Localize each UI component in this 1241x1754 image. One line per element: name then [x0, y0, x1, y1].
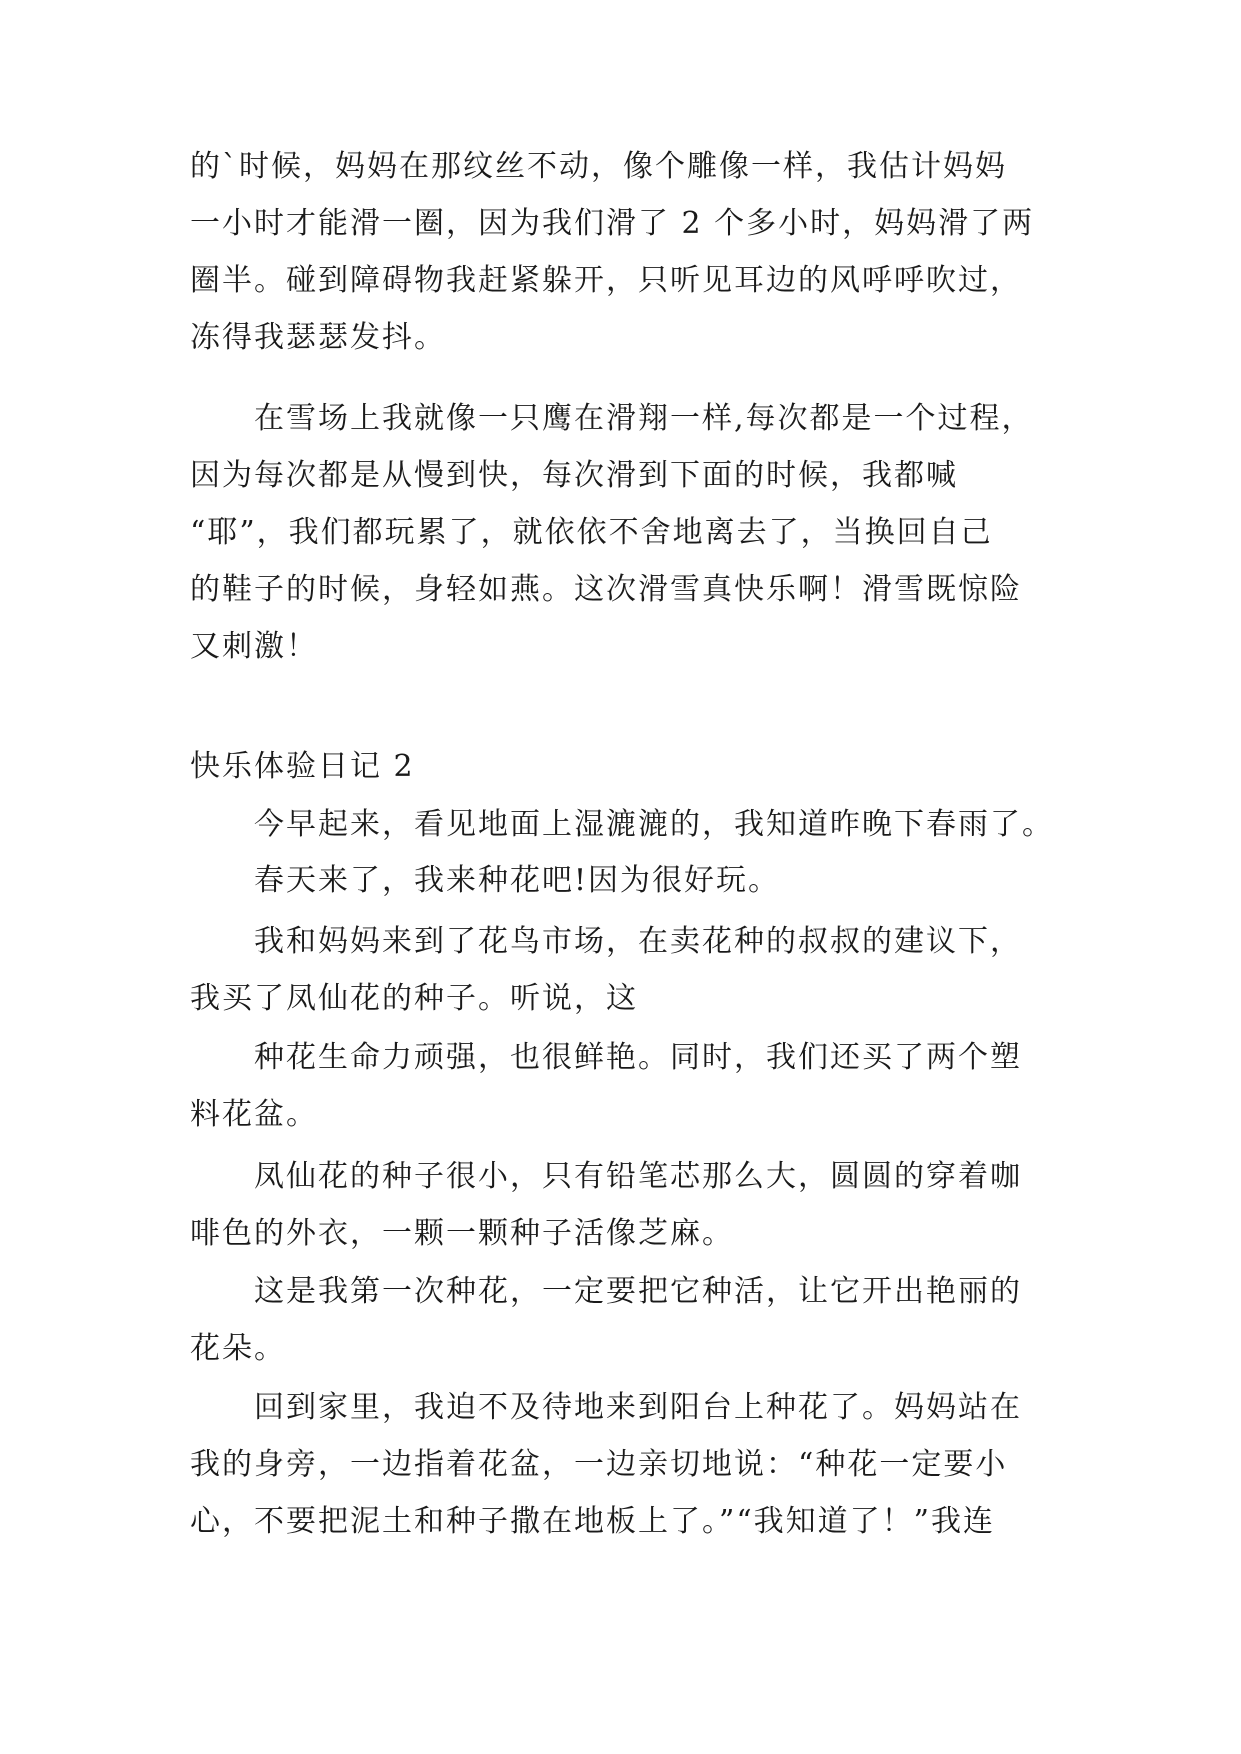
paragraph-first-time — [190, 1274, 1050, 1366]
text-line: 凤仙花的种子很小，只有铅笔芯那么大，圆圆的穿着咖 — [254, 1159, 1022, 1194]
paragraph-ski-continuation — [190, 149, 1050, 355]
text-line: 我和妈妈来到了花鸟市场，在卖花种的叔叔的建议下， — [254, 924, 1022, 959]
text-line: 的`时候，妈妈在那纹丝不动，像个雕像一样，我估计妈妈 — [190, 149, 1007, 184]
paragraph-ski-summary — [190, 401, 1050, 664]
text-line: 心，不要把泥土和种子撒在地板上了。”“我知道了！”我连 — [190, 1504, 996, 1539]
text-line: 啡色的外衣，一颗一颗种子活像芝麻。 — [190, 1216, 734, 1251]
text-line: 我的身旁，一边指着花盆，一边亲切地说：“种花一定要小 — [190, 1447, 1008, 1482]
paragraph-spring-rain — [190, 807, 1054, 842]
text-line: 冻得我瑟瑟发抖。 — [190, 320, 446, 355]
text-line: 在雪场上我就像一只鹰在滑翔一样,每次都是一个过程， — [254, 401, 1034, 436]
text-line: 料花盆。 — [190, 1097, 318, 1132]
text-line: 因为每次都是从慢到快，每次滑到下面的时候，我都喊 — [190, 458, 958, 493]
text-line: 的鞋子的时候，身轻如燕。这次滑雪真快乐啊！滑雪既惊险 — [190, 572, 1022, 607]
paragraph-plant-flowers — [190, 863, 1050, 898]
text-line: 又刺激！ — [190, 629, 318, 664]
text-line: 回到家里，我迫不及待地来到阳台上种花了。妈妈站在 — [254, 1390, 1022, 1425]
text-line: 种花生命力顽强，也很鲜艳。同时，我们还买了两个塑 — [254, 1040, 1022, 1075]
paragraph-seeds — [190, 1159, 1050, 1251]
paragraph-flower-market — [190, 924, 1050, 1016]
text-line: 花朵。 — [190, 1331, 286, 1366]
text-line: 圈半。碰到障碍物我赶紧躲开，只听见耳边的风呼呼吹过， — [190, 263, 1022, 298]
text-line: “耶”，我们都玩累了，就依依不舍地离去了，当换回自己 — [190, 515, 993, 550]
text-line: 这是我第一次种花，一定要把它种活，让它开出艳丽的 — [254, 1274, 1022, 1309]
text-line: 一小时才能滑一圈，因为我们滑了 2 个多小时，妈妈滑了两 — [190, 206, 1035, 241]
text-line: 今早起来，看见地面上湿漉漉的，我知道昨晚下春雨了。 — [254, 807, 1054, 842]
text-line: 我买了凤仙花的种子。听说，这 — [190, 981, 638, 1016]
paragraph-balcony — [190, 1390, 1050, 1539]
text-line: 春天来了，我来种花吧!因为很好玩。 — [254, 863, 781, 898]
paragraph-flower-pots — [190, 1040, 1050, 1132]
section-title: 快乐体验日记 2 — [190, 749, 415, 784]
